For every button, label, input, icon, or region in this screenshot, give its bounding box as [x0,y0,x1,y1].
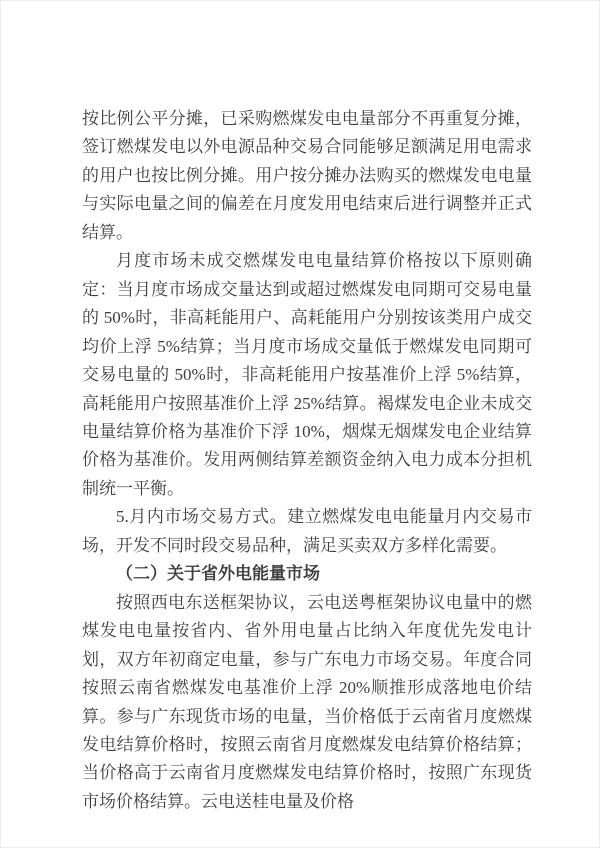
paragraph-west-east-transmission-framework: 按照西电东送框架协议，云电送粤框架协议电量中的燃煤发电电量按省内、省外用电量占比纳入年度优先发电计划，双方年初商定电量，参与广东电力市场交易。年度合同按照云南省燃煤发电基准价上浮 20%顺推形成落地电价结算。参与广东现货市场的电量，当价格低于云南省月度燃煤发电结算价格时，按照云南省月度燃煤发电结算价格结算；当价格高于云南省月度燃煤发电结算价格时，按照广东现货市场价格结算。云电送桂电量及价格 [82,592,532,811]
section-heading-out-of-province-energy-market: （二）关于省外电能量市场 [116,564,320,584]
paragraph-item-5-intra-month-market: 5.月内市场交易方式。建立燃煤发电电能量月内交易市场，开发不同时段交易品种，满足买卖双方多样化需要。 [82,507,532,555]
paragraph-continuation: 按比例公平分摊，已采购燃煤发电电量部分不再重复分摊，签订燃煤发电以外电源品种交易合同能够足额满足用电需求的用户也按比例分摊。用户按分摊办法购买的燃煤发电电量与实际电量之间的偏差在月度发用电结束后进行调整并正式结算。 [82,109,532,242]
paragraph-monthly-settlement-rules: 月度市场未成交燃煤发电电量结算价格按以下原则确定：当月度市场成交量达到或超过燃煤发电同期可交易电量的 50%时，非高耗能用户、高耗能用户分别按该类用户成交均价上浮 5%结算；当月度市场成交量低于燃煤发电同期可交易电量的 50%时，非高耗能用户按基准价上浮 5%结算，高耗能用户按照基准价上浮 25%结算。褐煤发电企业未成交电量结算价格为基准价下浮 10%，烟煤无烟煤发电企业结算价格为基准价。发用两侧结算差额资金纳入电力成本分担机制统一平衡。 [82,251,532,498]
document-text-block [82,105,532,816]
